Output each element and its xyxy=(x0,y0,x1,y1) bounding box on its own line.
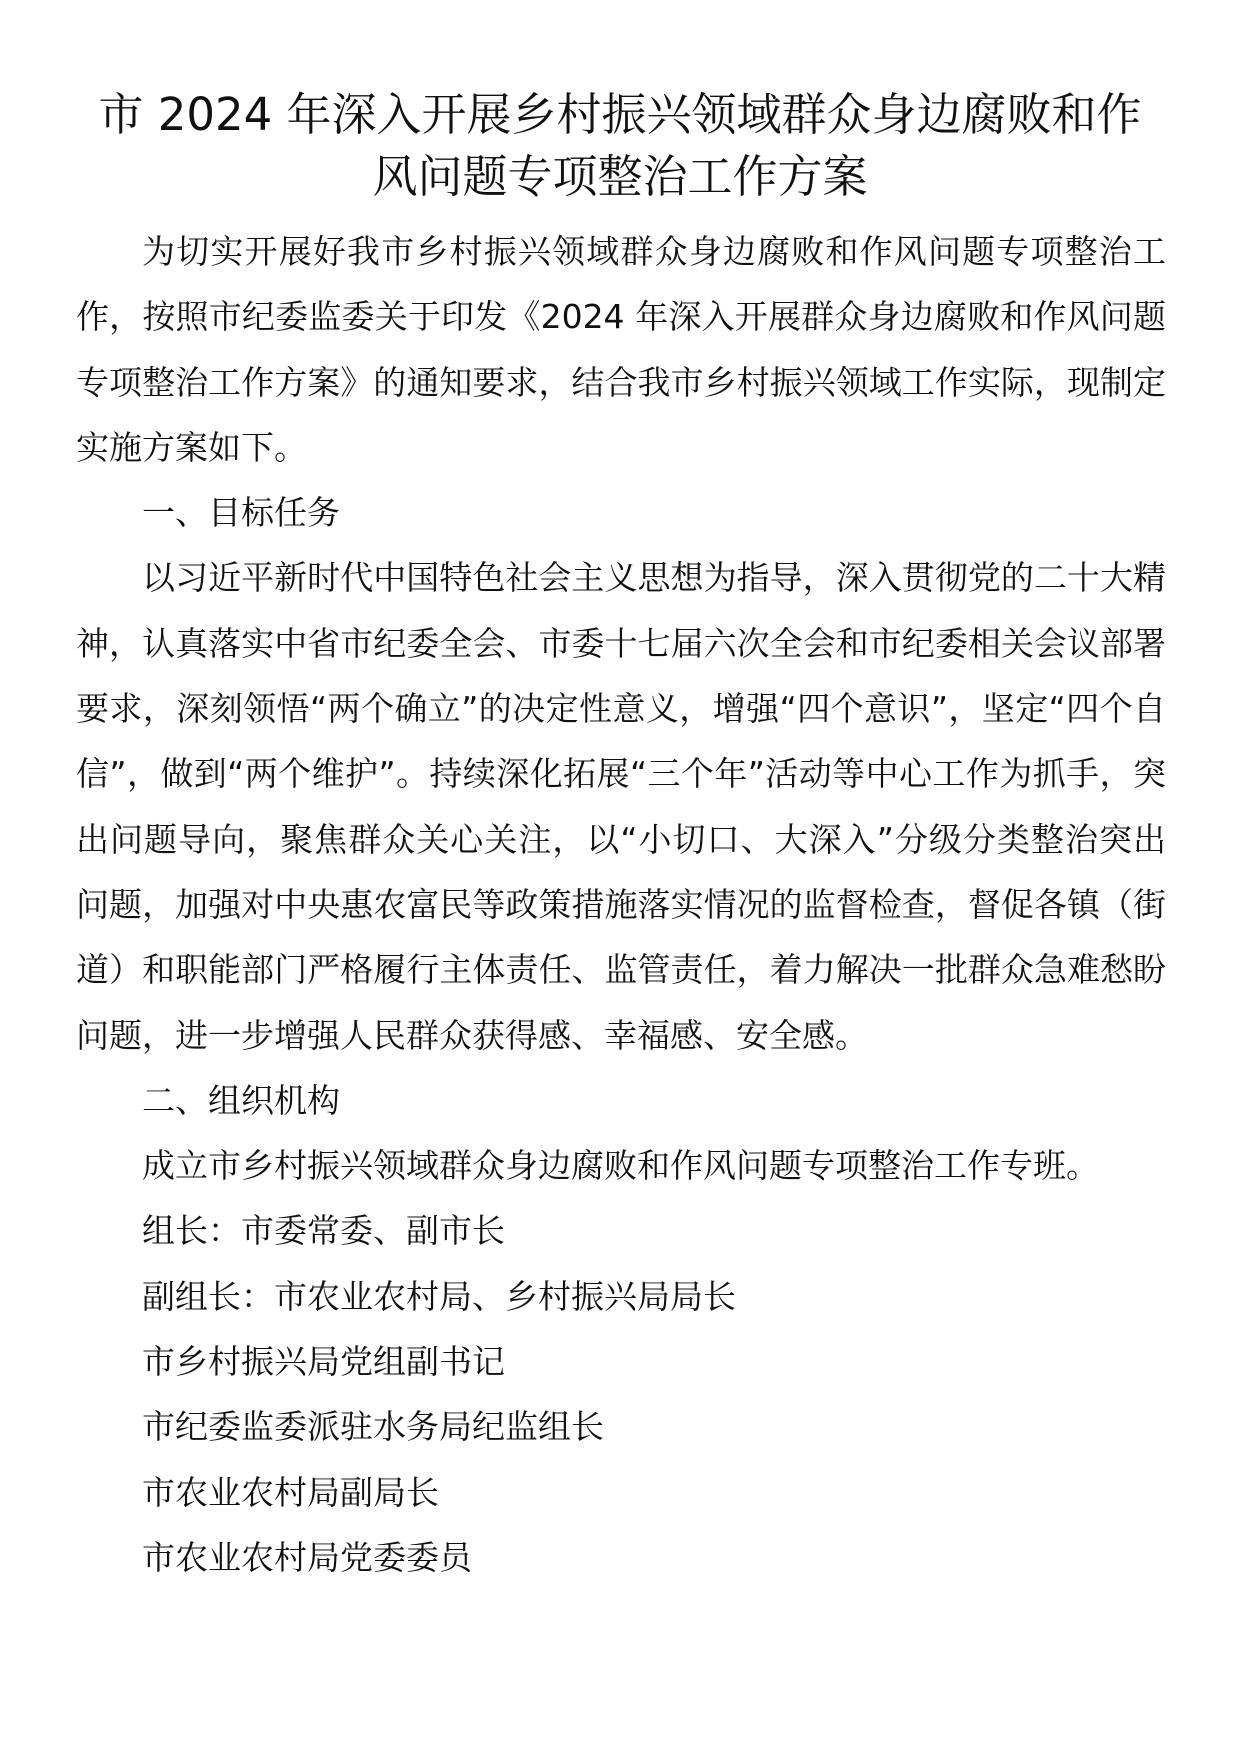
member-line: 市农业农村局副局长 xyxy=(142,1472,439,1512)
member-line: 市乡村振兴局党组副书记 xyxy=(142,1342,505,1382)
goals-paragraph: 以习近平新时代中国特色社会主义思想为指导，深入贯彻党的二十大精神，认真落实中省市纪委全会、市委十七届六次全会和市纪委相关会议部署要求，深刻领悟“两个确立”的决定性意义，增强“四个意识”，坚定“四个自信”，做到“两个维护”。持续深化拓展“三个年”活动等中心工作为抓手，突出问题导向，聚焦群众关心关注，以“小切口、大深入”分级分类整治突出问题，加强对中央惠农富民等政策措施落实情况的监督检查，督促各镇（街道）和职能部门严格履行主体责任、监管责任，着力解决一批群众急难愁盼问题，进一步增强人民群众获得感、幸福感、安全感。 xyxy=(76,558,1166,1055)
group-leader-line: 组长：市委常委、副市长 xyxy=(142,1211,505,1251)
intro-paragraph: 为切实开展好我市乡村振兴领域群众身边腐败和作风问题专项整治工作，按照市纪委监委关于印发《2024 年深入开展群众身边腐败和作风问题专项整治工作方案》的通知要求，结合我市乡村振兴领域工作实际，现制定实施方案如下。 xyxy=(76,232,1166,467)
member-line: 市纪委监委派驻水务局纪监组长 xyxy=(142,1407,604,1447)
member-line: 市农业农村局党委委员 xyxy=(142,1537,472,1577)
document-body xyxy=(76,219,1166,1590)
section-heading-organization: 二、组织机构 xyxy=(142,1080,340,1120)
document-title: 市 2024 年深入开展乡村振兴领域群众身边腐败和作风问题专项整治工作方案 xyxy=(98,88,1142,203)
section-heading-goals: 一、目标任务 xyxy=(142,493,340,533)
organization-paragraph: 成立市乡村振兴领域群众身边腐败和作风问题专项整治工作专班。 xyxy=(142,1146,1099,1186)
deputy-leader-line: 副组长：市农业农村局、乡村振兴局局长 xyxy=(142,1276,736,1316)
